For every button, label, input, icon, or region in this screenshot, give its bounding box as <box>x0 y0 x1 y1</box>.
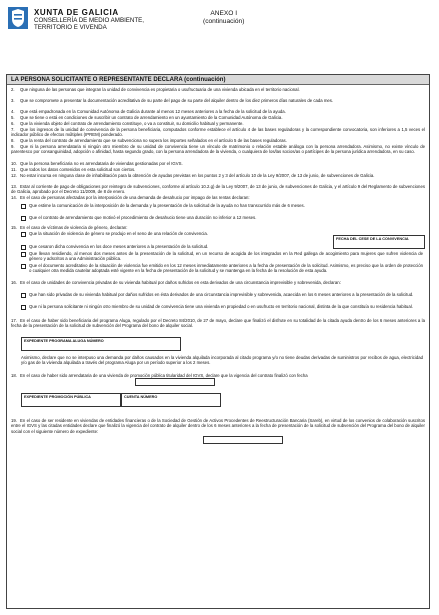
item16-option1-label: Que han sido privadas de su vivienda habitual por daños sufridos en ésta derivados de una circunstancia imprevisible y sobrevenida, acaecida en los 6 meses anteriores a la presentación de la solicitud. <box>29 292 414 297</box>
item15-option4-checkbox[interactable] <box>21 264 26 269</box>
item15-option4-label: Que el documento acreditativo de la situación de violencia fue emitido en los 12 meses inmediatamente anteriores a la fecha de presentación de la solicitud. Asimismo, es preciso que la orden de protección o cualquier otra medida cautelar adoptada esté vigente en la fecha de presentación de la solicitud y se mantenga en la fecha de la resolución de esta ayuda. <box>29 263 423 274</box>
header <box>8 7 432 47</box>
xunta-logo-icon <box>8 7 28 29</box>
item-9: 9. Que ni la persona arrendataria ni ningún otro miembro de su unidad de convivencia tiene un vínculo de matrimonio o relación estable análoga con la persona arrendadora. Asimismo, no existe vínculo de parentesco por consanguinidad, adopción o afinidad, hasta segundo grado, con la persona arrendadora de la vivienda, o cualquiera de los/las socios/as o partícipes de la persona jurídica arrendadora, en su caso. <box>11 144 425 155</box>
account-number-label: CUENTA NÚMERO <box>124 395 158 399</box>
org-department-1: CONSELLERÍA DE MEDIO AMBIENTE, <box>34 17 145 24</box>
annex-label <box>203 10 244 26</box>
account-number-field[interactable] <box>121 393 221 407</box>
item17-note: Asimismo, declare que no se interpuso una demanda por daños causados en la vivienda alquilada incorporada al citado programa y/o no tiene deudas derivadas de suministros por recibos de agua, electricidad y/o gas de la vivienda alquilada a través del programa Aluga por un período superior a los 2 meses. <box>21 355 423 366</box>
item-11: 11. Que todos los datos contenidos en esta solicitud son ciertos. <box>11 167 136 172</box>
item16-option1-checkbox[interactable] <box>21 293 26 298</box>
annex-subtitle: (continuación) <box>203 18 245 25</box>
item14-option1-checkbox[interactable] <box>21 204 26 209</box>
org-department-2: TERRITORIO E VIVENDA <box>34 24 107 32</box>
item-16: 16. En el caso de unidades de convivencia privadas de su vivienda habitual por daños sufridos en esta derivados de una circunstancia imprevisible y sobrevenida, declaran: <box>11 280 341 285</box>
item-13: 13. Estar al corriente de pago de obligaciones por reintegro de subvenciones, conforme al artículo 10.2.g) de la Ley 9/2007, de 13 de junio, de subvenciones de Galicia, y el artículo 9 del Reglamento de subvenciones de Galicia, aprobado por el Decreto 11/2009, de 8 de enero. <box>11 184 425 195</box>
item16-option2-label: Que ni la persona solicitante ni ningún otro miembro de su unidad de convivencia tiene una vivienda en propiedad o en usufructo en territorio nacional, distinta de la que constituía su residencia habitual. <box>29 304 413 309</box>
item15-option1-checkbox[interactable] <box>21 232 26 237</box>
item15-date-label: FECHA DEL CESE DE LA CONVIVENCIA <box>336 237 409 241</box>
item-10: 10. Que la persona beneficiaria no es arrendataria de viviendas gestionadas por el IGVS. <box>11 161 183 166</box>
item15-option1-label: Que la situación de violencia de género se produjo en el seno de una relación de convivencia. <box>29 231 208 236</box>
item14-option1-label: Que estime la comunicación de la interposición de la demanda y la presentación de la solicitud de la ayuda no han transcurrido más de 6 meses. <box>29 203 305 208</box>
aluga-expedient-field[interactable] <box>21 337 181 351</box>
item-8: 8. Que la renta del contrato de arrendamiento que se subvenciona no supera los importes señalados en el artículo 5 de las bases reguladoras. <box>11 138 287 143</box>
promotion-expedient-label: EXPEDIENTE PROMOCIÓN PÚBLICA <box>24 395 91 399</box>
item-4: 4. Que está empadronada en la Comunidad Autónoma de Galicia durante al menos 12 meses anteriores a la fecha de la solicitud de la ayuda. <box>11 109 286 114</box>
item-5: 5. Que se tiene o está en condiciones de suscribir un contrato de arrendamiento en un ayuntamiento de la Comunidad Autónoma de Galicia. <box>11 115 283 120</box>
item14-option2-label: Que el contrato de arrendamiento que motivó el procedimiento de desahucio tiene una duración no inferior a 12 meses. <box>29 215 257 220</box>
item-7: 7. Que los ingresos de la unidad de convivencia de la persona beneficiaria, computados conforme establece el artículo 4 de las bases reguladoras y la correspondiente convocatoria, son inferiores a 1,5 veces el indicador público de efectos múltiples (IPREM) ponderado. <box>11 127 425 138</box>
section-title: LA PERSONA SOLICITANTE O REPRESENTANTE DECLARA (continuación) <box>7 75 429 85</box>
item-12: 12. No estar incursa en ninguna clase de inhabilitación para la obtención de ayudas previstas en los puntos 2 y 3 del artículo 10 de la Ley 9/2007, de 13 de junio, de subvenciones de Galicia. <box>11 173 375 178</box>
item15-option3-label: Que llevan residiendo, al menos dos meses antes de la presentación de la solicitud, en un recurso de acogida de los integrados en la Red gallega de acogimiento para mujeres que sufren violencia de género y adscritos a una Administración pública. <box>29 251 423 262</box>
item16-option2-checkbox[interactable] <box>21 305 26 310</box>
item-17: 17. En el caso de haber sido beneficiaria del programa Aluga, regulado por el Decreto 84/2010, de 27 de mayo, declare que finalizó el disfrute en su totalidad de la citada ayuda dentro de los 6 meses anteriores a la fecha de la presentación de la solicitud de subvención del Programa del bono de alquiler social. <box>11 318 425 329</box>
item15-option2-label: Que cesaron dicha convivencia en los doce meses anteriores a la presentación de la solicitud. <box>29 244 209 249</box>
org-title: XUNTA DE GALICIA <box>34 8 119 17</box>
item-15: 15. En el caso de víctimas de violencia de género, declaran: <box>11 225 128 230</box>
item-19: 19. En el caso de ser residente en viviendas de entidades financieras o de la Sociedad de Gestión de Activos Procedentes de Reestructuración Bancaria (Sareb), en virtud de los convenios de colaboración suscritos entre el IGVS y las citadas entidades declare que finalizó la vigencia del contrato de alquiler dentro de los 6 meses anteriores a la fecha de presentación de la solicitud de subvención del Programa del bono de alquiler social con el siguiente número de expediente: <box>11 418 425 434</box>
org-name <box>34 8 144 31</box>
item-2: 2. Que ninguna de las personas que integran la unidad de convivencia es propietaria o usufructuaria de una vivienda ubicada en el territorio nacional. <box>11 87 300 92</box>
item-18: 18. En el caso de haber sido arrendataria de una vivienda de promoción pública titularidad del IGVS, declare que la vigencia del contrato finalizó con fecha <box>11 373 308 378</box>
item14-option2-checkbox[interactable] <box>21 216 26 221</box>
item-6: 6. Que la vivienda objeto del contrato de arrendamiento constituye, o va a constituir, su domicilio habitual y permanente. <box>11 121 244 126</box>
item18-date-field[interactable] <box>135 378 215 386</box>
item15-option2-checkbox[interactable] <box>21 245 26 250</box>
promotion-expedient-field[interactable] <box>21 393 121 407</box>
declaration-box <box>6 74 430 609</box>
annex-title: ANEXO I <box>210 10 238 17</box>
sareb-expedient-field[interactable] <box>203 436 283 444</box>
item15-option3-checkbox[interactable] <box>21 252 26 257</box>
item15-date-field[interactable] <box>333 235 425 249</box>
item-3: 3. Que se compromete a presentar la documentación acreditativa de su parte del pago de su parte del alquiler dentro de los diez primeros días naturales de cada mes. <box>11 98 334 103</box>
item-14: 14. En el caso de personas afectadas por la interposición de una demanda de desahucio por impago de las rentas declaran: <box>11 195 250 200</box>
aluga-expedient-label: EXPEDIENTE PROGRAMA ALUGA NÚMERO <box>24 339 104 343</box>
